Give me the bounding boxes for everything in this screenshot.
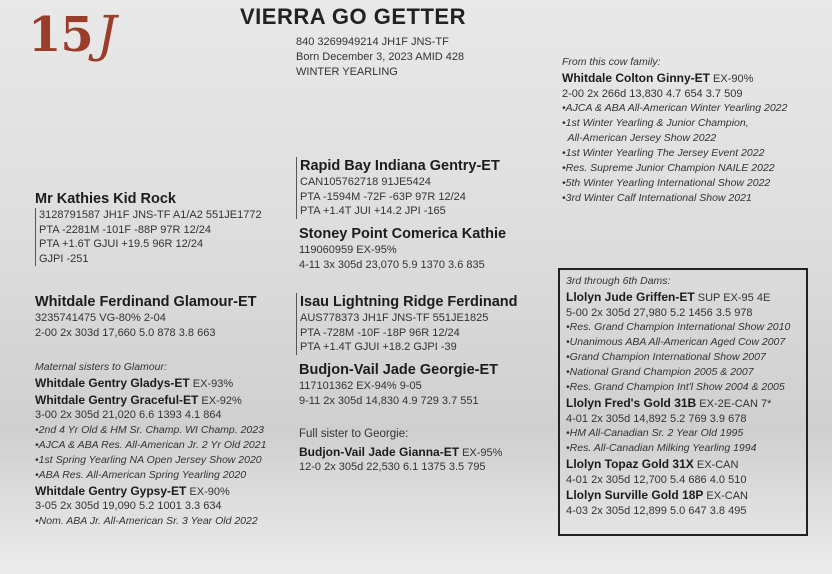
maternal-sisters-block — [35, 360, 266, 529]
sister-score: EX-92% — [198, 394, 242, 407]
cow-family-name: Whitdale Colton Ginny-ET — [562, 71, 710, 85]
sister-name: Whitdale Gentry Gypsy-ET — [35, 483, 187, 498]
dam-dam-name: Budjon-Vail Jade Georgie-ET — [299, 362, 499, 378]
dam-ancestor-award: •Res. Grand Champion International Show 2010 — [566, 321, 791, 333]
full-sister-score: EX-95% — [459, 446, 503, 459]
full-sister-block — [299, 427, 502, 475]
dam-ancestor-award: •Res. All-Canadian Milking Yearling 1994 — [566, 442, 757, 454]
dam-sire-line: AUS778373 JH1F JNS-TF 551JE1825 — [300, 312, 489, 324]
sire-sire-line: PTA +1.4T JUI +14.2 JPI -165 — [300, 205, 446, 217]
cow-family-award: •1st Winter Yearling & Junior Champion, — [562, 117, 749, 129]
sister-award: •2nd 4 Yr Old & HM Sr. Champ. WI Champ. 2023 — [35, 423, 264, 436]
cow-family-award: •3rd Winter Calf International Show 2021 — [562, 192, 752, 204]
dam-ancestor-award: •Unanimous ABA All-American Aged Cow 2007 — [566, 336, 786, 348]
dam-ancestor-name: Llolyn Surville Gold 18P — [566, 488, 704, 502]
cow-family-record: 2-00 2x 266d 13,830 4.7 654 3.7 509 — [562, 87, 743, 100]
sister-score: EX-90% — [186, 485, 230, 498]
dam-ancestor-score: SUP EX-95 4E — [694, 292, 771, 304]
sire-sire-line: CAN105762718 91JE5424 — [300, 176, 431, 188]
dam-ancestor-score: EX-CAN — [693, 459, 739, 471]
animal-class-line: WINTER YEARLING — [296, 66, 398, 78]
cow-family-score: EX-90% — [709, 73, 754, 85]
cow-family-award: All-American Jersey Show 2022 — [562, 132, 717, 144]
lot-letter: J — [96, 5, 116, 63]
cow-family-block — [562, 55, 787, 206]
dam-ancestor-record: 5-00 2x 305d 27,980 5.2 1456 3.5 978 — [566, 306, 753, 319]
dam-ancestor-name: Llolyn Fred's Gold 31B — [566, 396, 697, 410]
dam-sire-block — [296, 293, 518, 355]
cow-family-award: •5th Winter Yearling International Show 2022 — [562, 177, 771, 189]
sire-sire-block — [296, 157, 500, 219]
full-sister-name: Budjon-Vail Jade Gianna-ET — [299, 444, 460, 459]
sire-line: 3128791587 JH1F JNS-TF A1/A2 551JE1772 — [39, 209, 262, 221]
sire-block — [35, 190, 262, 266]
dam-ancestor-score: EX-2E-CAN 7* — [696, 398, 772, 410]
dam-ancestor-award: •National Grand Champion 2005 & 2007 — [566, 366, 754, 378]
sire-details — [35, 208, 262, 266]
dams-box-heading: 3rd through 6th Dams: — [566, 275, 671, 287]
sister-award: •Nom. ABA Jr. All-American Sr. 3 Year Old 2022 — [35, 514, 258, 527]
sire-line: GJPI -251 — [39, 252, 89, 265]
full-sister-heading: Full sister to Georgie: — [299, 428, 409, 440]
full-sister-record: 12-0 2x 305d 22,530 6.1 1375 3.5 795 — [299, 461, 486, 473]
dam-ancestor-record: 4-01 2x 305d 14,892 5.2 769 3.9 678 — [566, 412, 747, 425]
dam-sire-line: PTA +1.4T GJUI +18.2 GJPI -39 — [300, 341, 457, 353]
sister-score: EX-93% — [189, 378, 234, 390]
dam-sire-line: PTA -728M -10F -18P 96R 12/24 — [300, 326, 460, 339]
sister-record: 3-00 2x 305d 21,020 6.6 1393 4.1 864 — [35, 409, 222, 421]
dam-dam-line: 9-11 2x 305d 14,830 4.9 729 3.7 551 — [299, 394, 479, 407]
dam-sire-name: Isau Lightning Ridge Ferdinand — [300, 294, 518, 310]
sire-sire-line: PTA -1594M -72F -63P 97R 12/24 — [300, 190, 466, 203]
dam-name: Whitdale Ferdinand Glamour-ET — [35, 294, 257, 310]
sire-dam-block — [299, 225, 506, 272]
dam-ancestor-award: •HM All-Canadian Sr. 2 Year Old 1995 — [566, 427, 744, 439]
dams-box — [558, 268, 808, 536]
dam-dam-block — [299, 361, 498, 408]
cow-family-award: •AJCA & ABA All-American Winter Yearling 2022 — [562, 102, 788, 114]
dam-ancestor-award: •Res. Grand Champion Int'l Show 2004 & 2005 — [566, 381, 785, 393]
dam-line: 2-00 2x 303d 17,660 5.0 878 3.8 663 — [35, 326, 216, 339]
sire-name: Mr Kathies Kid Rock — [35, 191, 176, 207]
sire-sire-name: Rapid Bay Indiana Gentry-ET — [300, 158, 500, 174]
dam-dam-line: 117101362 EX-94% 9-05 — [299, 380, 422, 392]
cow-family-heading: From this cow family: — [562, 56, 661, 68]
dam-ancestor-name: Llolyn Jude Griffen-ET — [566, 290, 695, 304]
dam-block — [35, 293, 257, 340]
sire-dam-line: 119060959 EX-95% — [299, 244, 397, 256]
dam-line: 3235741475 VG-80% 2-04 — [35, 312, 166, 324]
maternal-sisters-heading: Maternal sisters to Glamour: — [35, 361, 167, 373]
dam-ancestor-score: EX-CAN — [703, 490, 748, 502]
animal-born-line: Born December 3, 2023 AMID 428 — [296, 51, 465, 63]
animal-id-line: 840 3269949214 JH1F JNS-TF — [296, 36, 449, 48]
sire-dam-line: 4-11 3x 305d 23,070 5.9 1370 3.6 835 — [299, 258, 485, 271]
sister-award: •AJCA & ABA Res. All-American Jr. 2 Yr Old 2021 — [35, 438, 267, 451]
cow-family-award: •Res. Supreme Junior Champion NAILE 2022 — [562, 162, 775, 174]
dam-ancestor-record: 4-03 2x 305d 12,899 5.0 647 3.8 495 — [566, 504, 747, 517]
dam-ancestor-name: Llolyn Topaz Gold 31X — [566, 457, 694, 471]
sister-name: Whitdale Gentry Gladys-ET — [35, 376, 190, 390]
dam-ancestor-record: 4-01 2x 305d 12,700 5.4 686 4.0 510 — [566, 473, 747, 486]
animal-name: VIERRA GO GETTER — [240, 4, 466, 29]
sire-dam-name: Stoney Point Comerica Kathie — [299, 226, 507, 242]
sire-line: PTA +1.6T GJUI +19.5 96R 12/24 — [39, 238, 204, 250]
sister-award: •ABA Res. All-American Spring Yearling 2020 — [35, 468, 247, 481]
sister-name: Whitdale Gentry Graceful-ET — [35, 392, 199, 407]
sister-record: 3-05 2x 305d 19,090 5.2 1001 3.3 634 — [35, 500, 222, 512]
animal-info — [296, 35, 464, 80]
cow-family-award: •1st Winter Yearling The Jersey Event 2022 — [562, 147, 765, 159]
sire-line: PTA -2281M -101F -88P 97R 12/24 — [39, 223, 212, 236]
dam-ancestor-award: •Grand Champion International Show 2007 — [566, 351, 766, 363]
lot-number-digits: 15 — [28, 7, 93, 63]
lot-number — [28, 6, 116, 63]
sister-award: •1st Spring Yearling NA Open Jersey Show 2020 — [35, 453, 262, 466]
